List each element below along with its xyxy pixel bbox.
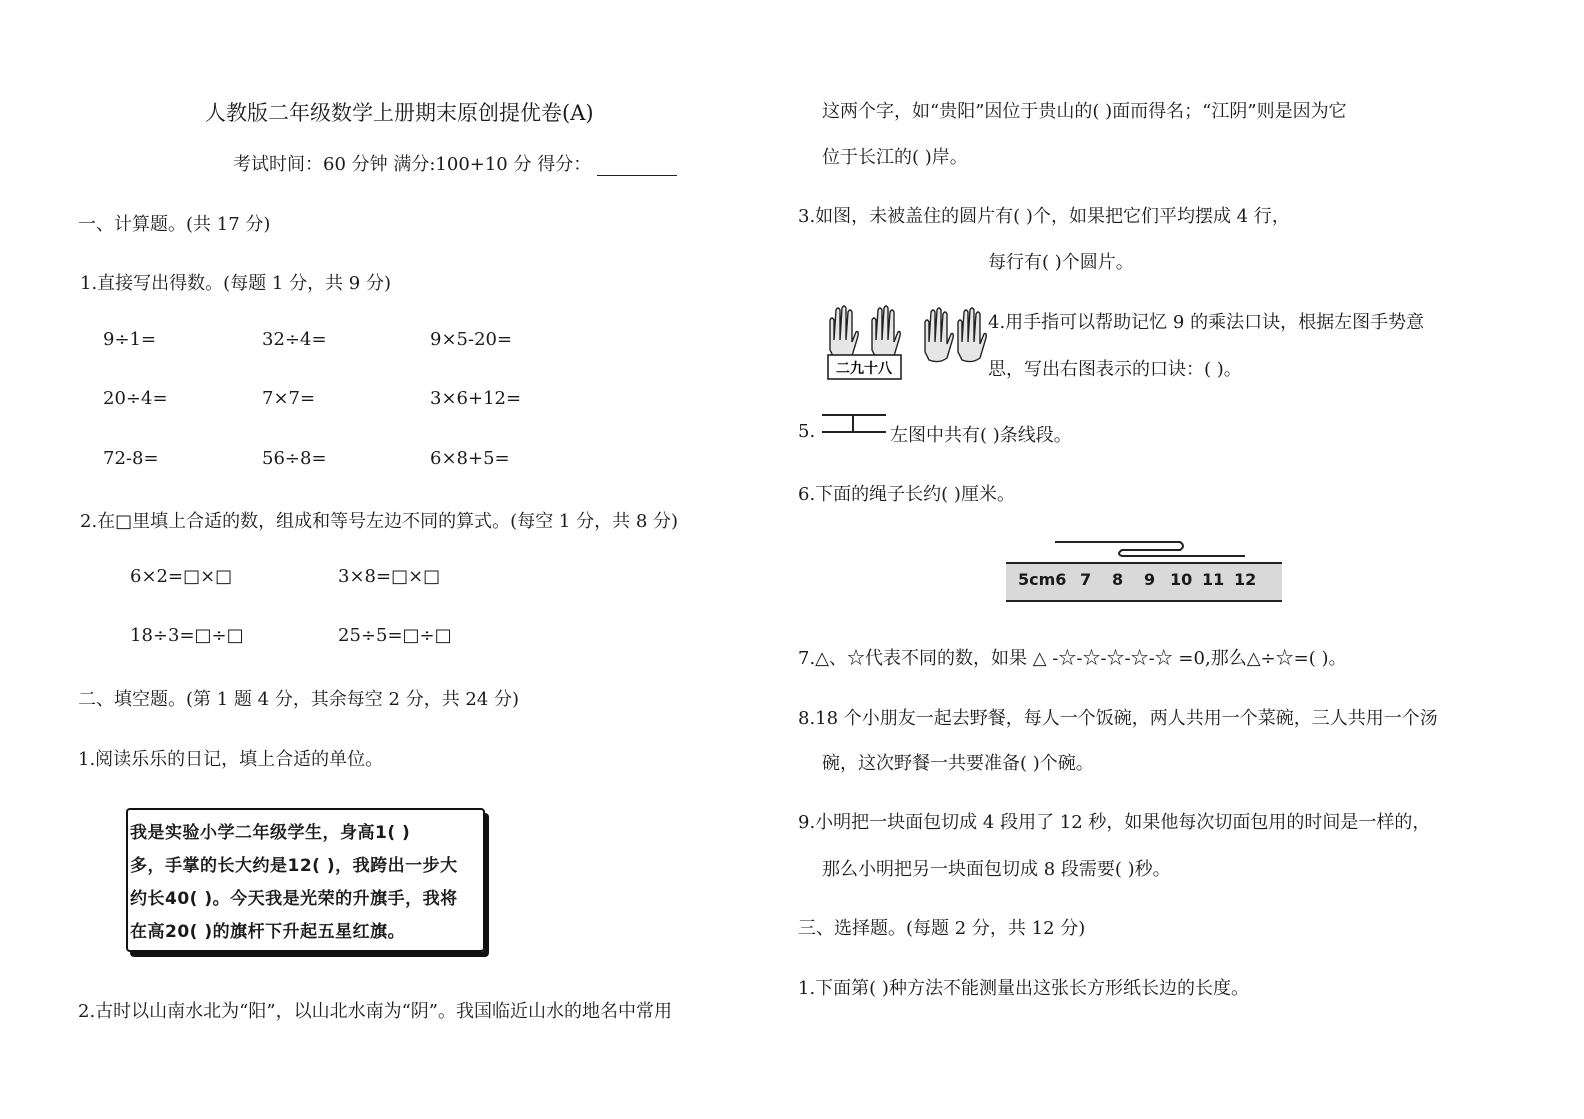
section2-q3-line2: 每行有( )个圆片。: [988, 252, 1134, 273]
section2-q4-line1: 4.用手指可以帮助记忆 9 的乘法口诀，根据左图手势意: [988, 312, 1425, 333]
calc-item: 7×7=: [262, 388, 316, 409]
section2-q1: 1.阅读乐乐的日记，填上合适的单位。: [78, 749, 384, 770]
exam-info: [233, 150, 677, 176]
diary-line: 在高20( )的旗杆下升起五星红旗。: [130, 922, 406, 942]
ruler-label: 10: [1170, 570, 1193, 589]
section2-q2-line1: 2.古时以山南水北为“阳”，以山北水南为“阴”。我国临近山水的地名中常用: [78, 1001, 672, 1022]
section2-q5-num: 5.: [798, 421, 816, 442]
section2-q5-text: 左图中共有( )条线段。: [890, 425, 1072, 446]
fill-item: 3×8=□×□: [338, 566, 441, 587]
calc-item: 72-8=: [103, 448, 159, 469]
section3-heading: 三、选择题。(每题 2 分，共 12 分): [798, 918, 1086, 939]
section3-q1: 1.下面第( )种方法不能测量出这张长方形纸长边的长度。: [798, 978, 1249, 999]
section2-q9-line2: 那么小明把另一块面包切成 8 段需要( )秒。: [822, 859, 1171, 880]
hand-icon: [872, 306, 900, 360]
section1-q2-heading: 2.在□里填上合适的数，组成和等号左边不同的算式。(每空 1 分，共 8 分): [80, 511, 679, 532]
rope-figure: [1050, 538, 1250, 562]
calc-item: 3×6+12=: [430, 388, 522, 409]
section2-heading: 二、填空题。(第 1 题 4 分，其余每空 2 分，共 24 分): [78, 689, 520, 710]
section2-q8-line2: 碗，这次野餐一共要准备( )个碗。: [822, 753, 1094, 774]
page-title: 人教版二年级数学上册期末原创提优卷(A): [205, 101, 594, 125]
section2-q9-line1: 9.小明把一块面包切成 4 段用了 12 秒，如果他每次切面包用的时间是一样的，: [798, 812, 1431, 833]
hands-illustration: [822, 300, 987, 385]
section2-q2-line2: 这两个字，如“贵阳”因位于贵山的( )面而得名；“江阴”则是因为它: [822, 101, 1347, 122]
hand-label: 二九十八: [836, 361, 892, 377]
diary-line: 约长40( )。今天我是光荣的升旗手，我将: [130, 889, 458, 909]
section2-q8-line1: 8.18 个小朋友一起去野餐，每人一个饭碗，两人共用一个菜碗，三人共用一个汤: [798, 708, 1438, 729]
diary-line: 我是实验小学二年级学生，身高1( ): [130, 823, 411, 843]
ruler-label: 8: [1112, 570, 1124, 589]
fill-item: 18÷3=□÷□: [130, 625, 244, 646]
fill-item: 25÷5=□÷□: [338, 625, 452, 646]
diary-box: [126, 808, 485, 952]
ruler-label: 12: [1234, 570, 1257, 589]
diary-line: 多，手掌的长大约是12( )，我跨出一步大: [130, 856, 458, 876]
hand-icon: [830, 306, 858, 360]
fill-item: 6×2=□×□: [130, 566, 233, 587]
line-segment-figure: [820, 412, 888, 436]
calc-item: 9÷1=: [103, 329, 157, 350]
section2-q4-line2: 思，写出右图表示的口诀：( )。: [988, 359, 1242, 380]
section2-q6: 6.下面的绳子长约( )厘米。: [798, 484, 1015, 505]
ruler-label: 7: [1080, 570, 1092, 589]
section2-q2-line3: 位于长江的( )岸。: [822, 147, 968, 168]
ruler-figure: [1006, 562, 1282, 602]
hand-icon: [958, 308, 986, 362]
section1-heading: 一、计算题。(共 17 分): [78, 214, 271, 235]
section1-q1-heading: 1.直接写出得数。(每题 1 分，共 9 分): [80, 273, 392, 294]
calc-item: 32÷4=: [262, 329, 327, 350]
ruler-label: 5cm6: [1018, 570, 1067, 589]
section2-q3-line1: 3.如图，未被盖住的圆片有( )个，如果把它们平均摆成 4 行，: [798, 206, 1290, 227]
exam-info-text: 考试时间：60 分钟 满分:100+10 分 得分：: [233, 154, 592, 175]
hand-icon: [925, 308, 953, 362]
calc-item: 56÷8=: [262, 448, 327, 469]
calc-item: 9×5-20=: [430, 329, 513, 350]
calc-item: 6×8+5=: [430, 448, 510, 469]
score-blank[interactable]: [597, 157, 677, 176]
ruler-label: 9: [1144, 570, 1156, 589]
calc-item: 20÷4=: [103, 388, 168, 409]
section2-q7: 7.△、☆代表不同的数，如果 △ -☆-☆-☆-☆-☆ =0,那么△÷☆=( )。: [798, 648, 1347, 669]
ruler-label: 11: [1202, 570, 1225, 589]
